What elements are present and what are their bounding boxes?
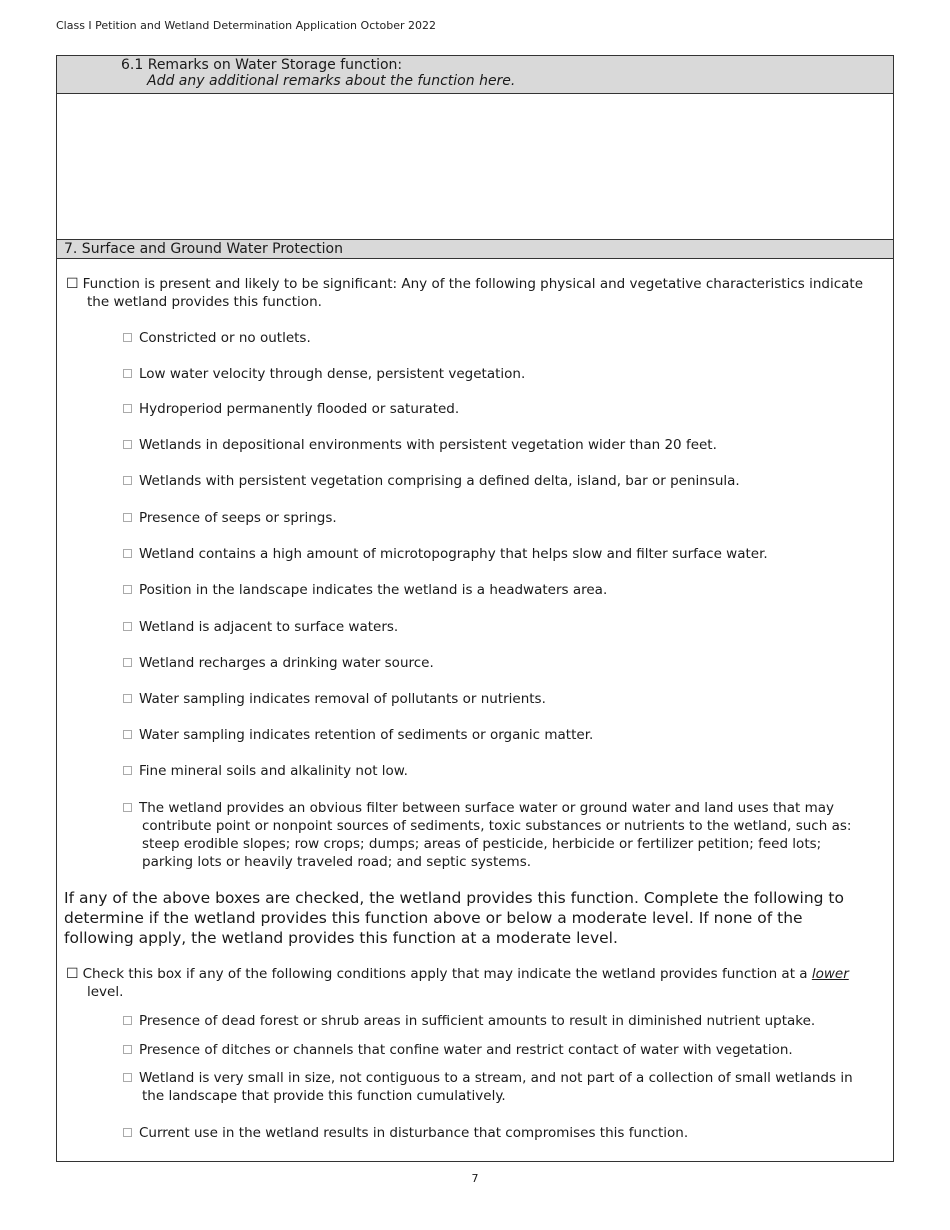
section-6-1-title: 6.1 Remarks on Water Storage function: (121, 57, 403, 73)
list-item[interactable]: Current use in the wetland results in disturbance that compromises this function. (123, 1124, 863, 1142)
list-item[interactable]: Presence of dead forest or shrub areas in sufficient amounts to result in diminished nutrient uptake. (123, 1012, 863, 1030)
remarks-text-area[interactable] (57, 94, 893, 240)
list-item-filter[interactable]: The wetland provides an obvious filter between surface water or ground water and land uses that may contribute point or nonpoint sources of sediments, toxic substances or nutrients to the wetland, such as: steep erodible slopes; row crops; dumps; areas of pesticide, herbicide or fertilizer petition; feed lots; parking lots or heavily traveled road; and septic systems. (123, 799, 863, 871)
lower-level-text: Check this box if any of the following conditions apply that may indicate the wetland provides function at a (82, 966, 808, 982)
checkbox-icon[interactable] (123, 549, 132, 558)
checkbox-icon[interactable]: ☐ (66, 276, 79, 292)
checkbox-icon[interactable]: ☐ (66, 966, 79, 982)
list-item[interactable]: Wetland is adjacent to surface waters. (123, 618, 863, 636)
function-present-text-cont: the wetland provides this function. (87, 294, 322, 310)
checkbox-icon[interactable] (123, 766, 132, 775)
function-present-text: Function is present and likely to be significant: Any of the following physical and vegetative characteristics indicate (82, 276, 864, 292)
checkbox-icon[interactable] (123, 476, 132, 485)
list-item[interactable]: Wetland is very small in size, not contiguous to a stream, and not part of a collection of small wetlands in the landscape that provide this function cumulatively. (123, 1069, 863, 1105)
lower-emphasis: lower (811, 966, 849, 982)
checkbox-icon[interactable] (123, 803, 132, 812)
checkbox-icon[interactable] (123, 369, 132, 378)
list-item[interactable]: Water sampling indicates retention of sediments or organic matter. (123, 726, 863, 744)
instruction-paragraph: If any of the above boxes are checked, the wetland provides this function. Complete the following to determine if the wetland provides this function above or below a moderate level. If none of the following apply, the wetland provides this function at a moderate level. (64, 889, 844, 947)
checkbox-icon[interactable] (123, 730, 132, 739)
checkbox-icon[interactable] (123, 622, 132, 631)
checkbox-icon[interactable] (123, 1128, 132, 1137)
list-item[interactable]: Presence of seeps or springs. (123, 509, 863, 527)
checkbox-icon[interactable] (123, 658, 132, 667)
checkbox-icon[interactable] (123, 513, 132, 522)
checkbox-icon[interactable] (123, 333, 132, 342)
lower-level-checkbox-row[interactable] (66, 965, 876, 1001)
checkbox-icon[interactable] (123, 585, 132, 594)
list-item[interactable]: Wetlands in depositional environments with persistent vegetation wider than 20 feet. (123, 436, 863, 454)
list-item[interactable]: Low water velocity through dense, persistent vegetation. (123, 365, 863, 383)
section-6-1-subtitle: Add any additional remarks about the function here. (147, 73, 516, 89)
list-item[interactable]: Fine mineral soils and alkalinity not low. (123, 762, 863, 780)
checkbox-icon[interactable] (123, 404, 132, 413)
list-item[interactable]: Wetland contains a high amount of microtopography that helps slow and filter surface water. (123, 545, 863, 563)
checkbox-icon[interactable] (123, 694, 132, 703)
checkbox-icon[interactable] (123, 440, 132, 449)
form-box (56, 55, 894, 1162)
page-header: Class I Petition and Wetland Determination Application October 2022 (56, 19, 437, 32)
page-number: 7 (471, 1172, 479, 1185)
list-item[interactable]: Constricted or no outlets. (123, 329, 863, 347)
list-item[interactable]: Wetlands with persistent vegetation comprising a defined delta, island, bar or peninsula. (123, 472, 863, 490)
list-item[interactable]: Water sampling indicates removal of pollutants or nutrients. (123, 690, 863, 708)
checkbox-icon[interactable] (123, 1016, 132, 1025)
list-item[interactable]: Position in the landscape indicates the wetland is a headwaters area. (123, 581, 863, 599)
section-6-1-header (57, 56, 893, 94)
list-item[interactable]: Wetland recharges a drinking water source. (123, 654, 863, 672)
lower-level-text-cont: level. (87, 984, 124, 1000)
function-present-checkbox-row[interactable] (66, 275, 876, 311)
section-7-header: 7. Surface and Ground Water Protection (57, 240, 893, 259)
list-item[interactable]: Presence of ditches or channels that confine water and restrict contact of water with vegetation. (123, 1041, 863, 1059)
checkbox-icon[interactable] (123, 1045, 132, 1054)
list-item[interactable]: Hydroperiod permanently flooded or saturated. (123, 400, 863, 418)
checkbox-icon[interactable] (123, 1073, 132, 1082)
